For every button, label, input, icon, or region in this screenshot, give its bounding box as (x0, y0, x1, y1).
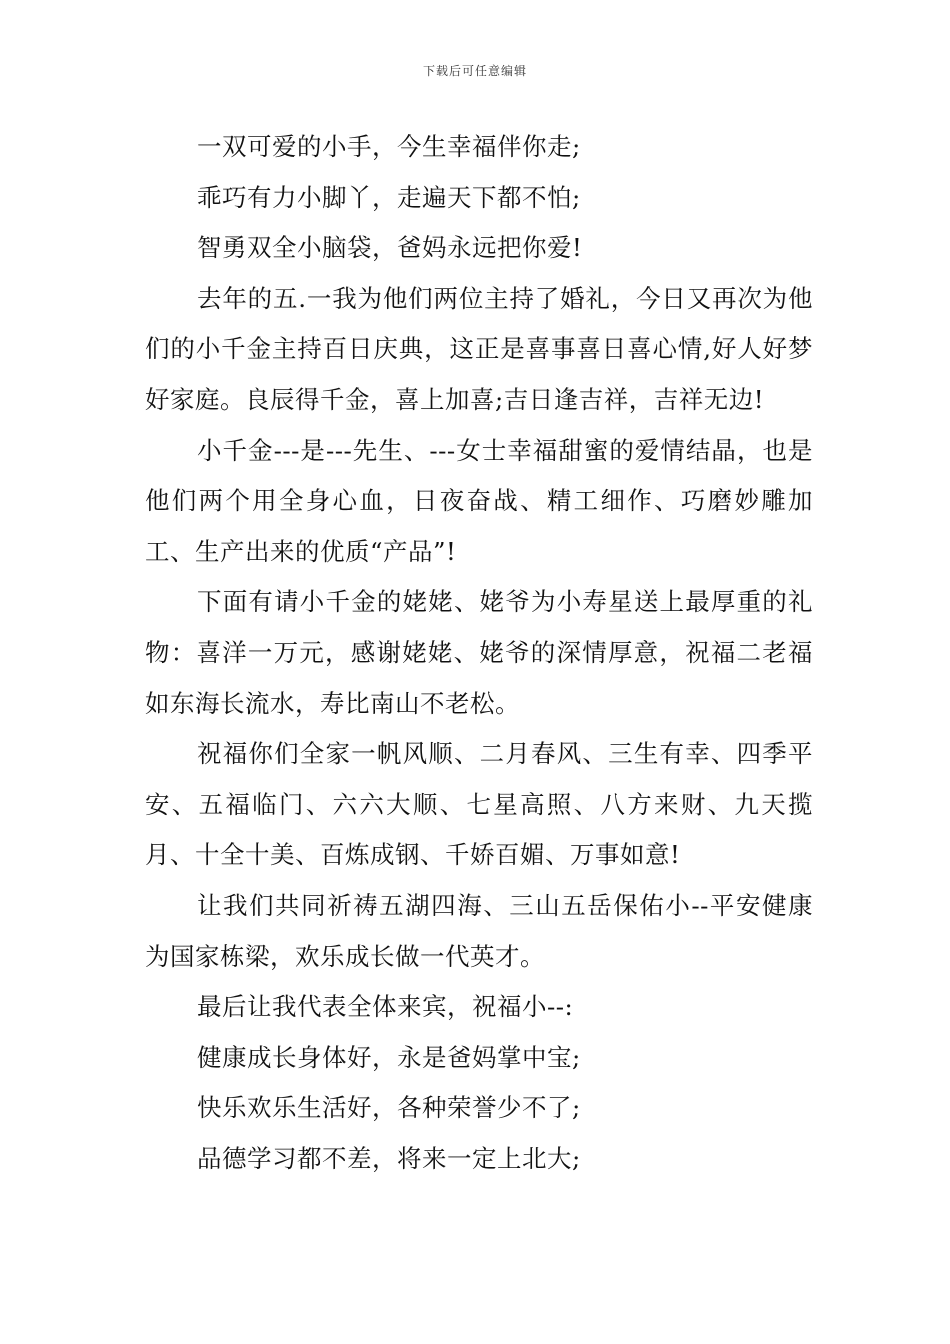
document-body (145, 122, 813, 1184)
paragraph: 智勇双全小脑袋，爸妈永远把你爱! (197, 233, 583, 263)
paragraph: 小千金---是---先生、---女士幸福甜蜜的爱情结晶，也是他们两个用全身心血，日夜奋战、精工细作、巧磨妙雕加工、生产出来的优质“产品”! (145, 435, 813, 566)
paragraph: 品德学习都不差，将来一定上北大; (197, 1143, 581, 1173)
paragraph: 最后让我代表全体来宾，祝福小--: (197, 992, 574, 1022)
paragraph: 让我们共同祈祷五湖四海、三山五岳保佑小--平安健康为国家栋梁，欢乐成长做一代英才。 (145, 890, 813, 971)
paragraph: 一双可爱的小手，今生幸福伴你走; (197, 132, 581, 161)
paragraph: 快乐欢乐生活好，各种荣誉少不了; (197, 1093, 581, 1123)
paragraph: 去年的五.一我为他们两位主持了婚礼，今日又再次为他们的小千金主持百日庆典，这正是喜事喜日喜心情,好人好梦好家庭。良辰得千金，喜上加喜;吉日逢吉祥，吉祥无边! (145, 283, 813, 414)
page-header: 下载后可任意编辑 (422, 64, 527, 78)
paragraph: 健康成长身体好，永是爸妈掌中宝; (197, 1042, 581, 1072)
paragraph: 祝福你们全家一帆风顺、二月春风、三生有幸、四季平安、五福临门、六六大顺、七星高照、八方来财、九天揽月、十全十美、百炼成钢、千娇百媚、万事如意! (145, 739, 813, 870)
paragraph: 乖巧有力小脚丫，走遍天下都不怕; (197, 182, 581, 212)
paragraph: 下面有请小千金的姥姥、姥爷为小寿星送上最厚重的礼物：喜洋一万元，感谢姥姥、姥爷的深情厚意，祝福二老福如东海长流水，寿比南山不老松。 (145, 587, 813, 718)
